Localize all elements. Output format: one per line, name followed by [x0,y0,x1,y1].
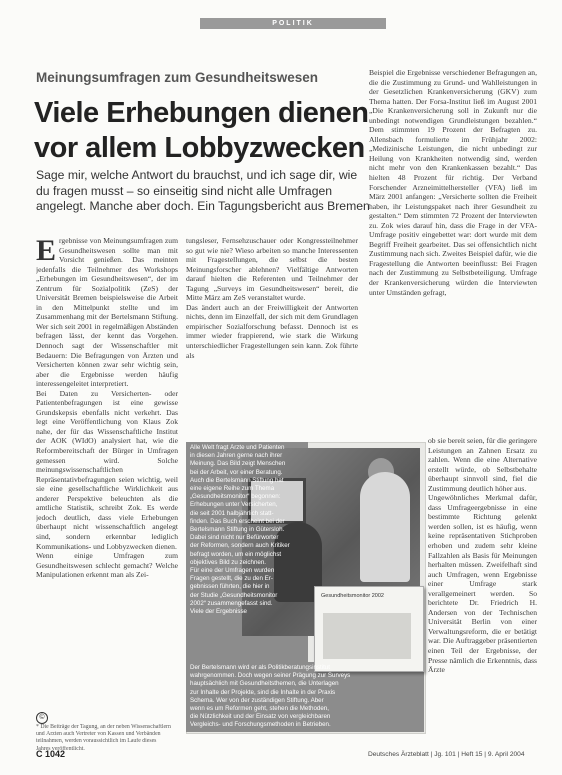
footnote-line: * Die Beiträge der Tagung, an der neben Wissenschaftlern [36,724,171,730]
caption-line: Schema. Wer von der zuständigen Stiftung. Aber [190,696,324,704]
caption-line: die seit 2001 halbjährlich statt- [190,509,274,517]
caption-line: objektives Bild zu zeichnen. [190,558,267,566]
caption-line: zur Inhalte der Projekte, sind die Inhalte in der Praxis [190,688,336,696]
caption-line: Dabei sind nicht nur Befürworter [190,534,279,542]
photo-caption-continued [190,664,420,730]
body-paragraph: ob sie bereit seien, für die geringere Leistungen an Zahnen Ersatz zu zahlen. Wenn die eine Alternative erstellt würde, ob Selbstbehalte überhaupt sinnvoll sind, fiel die Zustimmung deutlich höher aus. [428,436,537,493]
lead-paragraph [36,168,370,215]
caption-line: Vergleichs- und Forschungsmethoden in Betrieben. [190,721,331,729]
caption-line: hauptsächlich mit Gesundheitsthemen, die Unterlagen [190,680,339,688]
caption-line: wenn es um Reformen geht, stehen die Methoden, [190,705,329,713]
kicker: Meinungsumfragen zum Gesundheitswesen [36,70,319,85]
author-mark: © [36,712,48,724]
caption-line: Erhebungen unter Versicherten, [190,501,278,509]
text-column-3-continued [428,436,537,732]
text-column-3 [369,68,537,428]
caption-line: wahrgenommen. Doch wegen seiner Prägung zur Surveys [190,672,351,680]
section-rubric: POLITIK [200,18,386,29]
footnote-line: Jahres veröffentlicht. [36,745,85,752]
body-paragraph: Ungewöhnliches Merkmal dafür, dass Umfrageergebnisse in eine bestimmte Richtung gelenkt werden sollen, ist es häufig, wenn keine repräsentativen Stichproben erhoben und zudem sehr kleine Fallzahlen als Basis für Meinungen herhalten müssen. Zweifelhaft sind auch Umfragen, wenn Ergebnisse einer Umfrage stark verallgemeinert werden. So berichtete Dr. Friedrich H. Andersen von der Technischen Universität Berlin von einer Verwaltungsreform, die er betätigt war. Die Auftraggeber präsentierten einen Teil der Ergebnisse, der Presse nämlich die Erkenntnis, dass Ärzte [428,493,537,675]
body-paragraph: Beispiel die Ergebnisse verschiedener Befragungen an, die die Zustimmung zu Grund- und Wahlleistungen in der Gesetzlichen Krankenversicherung (GKV) zum Thema hatten. Der Forsa-Institut ließ im August 2001 „Die Krankenversicherung soll in Zukunft nur die unbedingt notwendigen Grundleistungen bezahlen.“ Dem stimmten 19 Prozent der Befragten zu. Allensbach formulierte im Frühjahr 2002: „Medizinische Leistungen, die nicht unbedingt zur Heilung von Krankheiten notwendig sind, werden nicht mehr von den Krankenkassen bezahlt.“ Das hielten 48 Prozent für richtig. Der Verband Forschender Arzneimittelhersteller (VFA) ließ im März 2001 anfangen: „Versicherte sollten die Freiheit haben, ihr Leistungspaket nach ihrer Gesundheit zu gestalten.“ Dem stimmten 72 Prozent der Interviewten zu. Zok wies darauf hin, dass die Frage in der VFA-Umfrage positiv eingebettet war: dort wurde mit dem Begriff Freiheit gearbeitet. Das sei offensichtlich nicht Zustimmung nach sich. Zweites Beispiel dafür, wie die Fragestellung die Antworten beeinflusst: Bei Fragen nach der Zustimmung zu Selbstbeteiligung. Umfrage der Krankenversicherung würden die Interviewten unter Umständen gefragt, [369,68,537,297]
footnote-line: und Ärzten auch Vertreter von Kassen und Verbänden [36,731,161,738]
text-column-2 [186,236,358,436]
lead-line: Sage mir, welche Antwort du brauchst, und ich sage dir, wie [36,168,358,182]
body-paragraph: Wenn einige Umfragen zum Gesundheitswesen schlecht gemacht? Welche Manipulationen erkennt man als Zei- [36,551,178,580]
body-paragraph: Das ändert auch an der Freiwilligkeit der Antworten nichts, denn im Einzelfall, der sich mit dem Grundlagen empirischer Sozialforschung befasst. Dennoch ist es immer wieder frappierend, wie stark die Wirkung unterschiedlicher Fragestellungen sein kann. Zok führte als [186,302,358,360]
journal-citation: Deutsches Ärzteblatt | Jg. 101 | Heft 15 | 9. April 2004 [368,751,525,758]
caption-line: die Nützlichkeit und der Einsatz von vergleichbaren [190,713,331,721]
caption-line: der Reformen, sondern auch Kritiker [190,542,290,550]
caption-line: Fragen gestellt, die zu den Er- [190,575,273,583]
page-number: C 1042 [36,749,66,759]
body-paragraph [36,236,178,389]
headline-line-1: Viele Erhebungen dienen [34,97,369,129]
caption-line: Meinung. Das Bild zeigt Menschen [190,460,286,468]
report-title: Gesundheitsmonitor 2002 [321,593,384,599]
report-cover-graphic [323,613,411,659]
body-paragraph: Bei Daten zu Versicherten- oder Patientenbefragungen ist eine gewisse Grundskepsis ebenfalls nicht verkehrt. Das legt eine Veröffentlichung von Klaus Zok nahe, der für das Wissenschaftliche Institut der AOK (WIdO) analysiert hat, wie die Reformbereitschaft der Bürger in Umfragen gemessen wird. Solche meinungswissenschaftlichen Repräsentativbefragungen seien wichtig, weil sie eine gesellschaftliche Wirklichkeit aus anderer Perspektive beleuchten als die amtliche Statistik, schreibt Zok. Es werde jedoch deutlich, dass viele Erhebungen überhaupt nicht wissenschaftlich angelegt sind, sondern erkennbar lediglich Kommunikations- und Lobbyzwecken dienen. [36,388,178,551]
caption-line: Auch die Bertelsmann Stiftung hat [190,476,284,484]
body-text: rgebnisse von Meinungsumfragen zum Gesundheitswesen sollte man mit Vorsicht genießen. Das meinten jedenfalls die Teilnehmer des Workshops „Erhebungen im Gesundheitswesen“, der im Zentrum für Sozialpolitik (ZeS) der Universität Bremen beispielsweise die Arbeit in den Mittelpunkt stellte und im Zusammenhang mit der Bertelsmann Stiftung. Wer sich seit 2001 in regelmäßigen Abständen befragen lässt, der kennt das Vorgehen. Dennoch sagt der Wissenschaftler mit Bedauern: Die Befragungen von Ärzten und Versicherten können zwar sehr wichtig sein, aber die Ergebnisse werden häufig interessengeleitet interpretiert. [36,236,178,389]
caption-line: 2002“ zusammengefasst sind. [190,599,273,607]
report-cover [314,586,424,672]
caption-line: Bertelsmann Stiftung in Gütersloh. [190,526,285,534]
lead-line: du fragen musst – so einseitig sind nicht alle Umfragen [36,183,333,198]
caption-line: „Gesundheitsmonitor“ begonnen: [190,493,281,501]
footnote-line: teilnahmen, werden voraussichtlich im Laufe dieses [36,738,157,745]
lead-line: angelegt. Manche aber doch. Ein Tagungsbericht aus Bremen [36,199,370,214]
caption-line: in diesen Jahren gerne nach ihrer [190,452,283,460]
caption-line: befragt worden, um ein möglichst [190,550,282,558]
headline [34,96,368,166]
person-shape [360,472,410,582]
text-column-1 [36,236,178,732]
headline-line-2: vor allem Lobbyzwecken [34,132,365,164]
caption-line: gebnissen führten, die hier in [190,583,270,591]
caption-line: der Studie „Gesundheitsmonitor [190,591,278,599]
caption-line: finden. Das Buch erscheint bei der [190,517,285,525]
caption-line: Alle Welt fragt Ärzte und Patienten [190,444,285,451]
caption-line: bei der Arbeit, vor einer Beratung. [190,468,283,476]
caption-line: eine eigene Reihe zum Thema [190,485,275,493]
drop-cap: E [36,236,57,267]
photo-caption [190,444,308,616]
body-paragraph: tungsleser, Fernsehzuschauer oder Kongressteilnehmer so gut wie nie? Wieso arbeiten so manche Interessenten mit Fragestellungen, die selbst die besten Meinungsforscher ablehnen? Vielfältige Antworten darauf hielten die Referenten und Teilnehmer der Tagung „Surveys im Gesundheitswesen“ bereit, die Mitte März am ZeS veranstaltet wurde. [186,236,358,303]
caption-line: Viele der Ergebnisse [190,608,247,616]
caption-line: Für eine der Umfragen wurden [190,567,275,575]
caption-line: Der Bertelsmann wird er als Politikberatungsinstitut [190,664,330,671]
